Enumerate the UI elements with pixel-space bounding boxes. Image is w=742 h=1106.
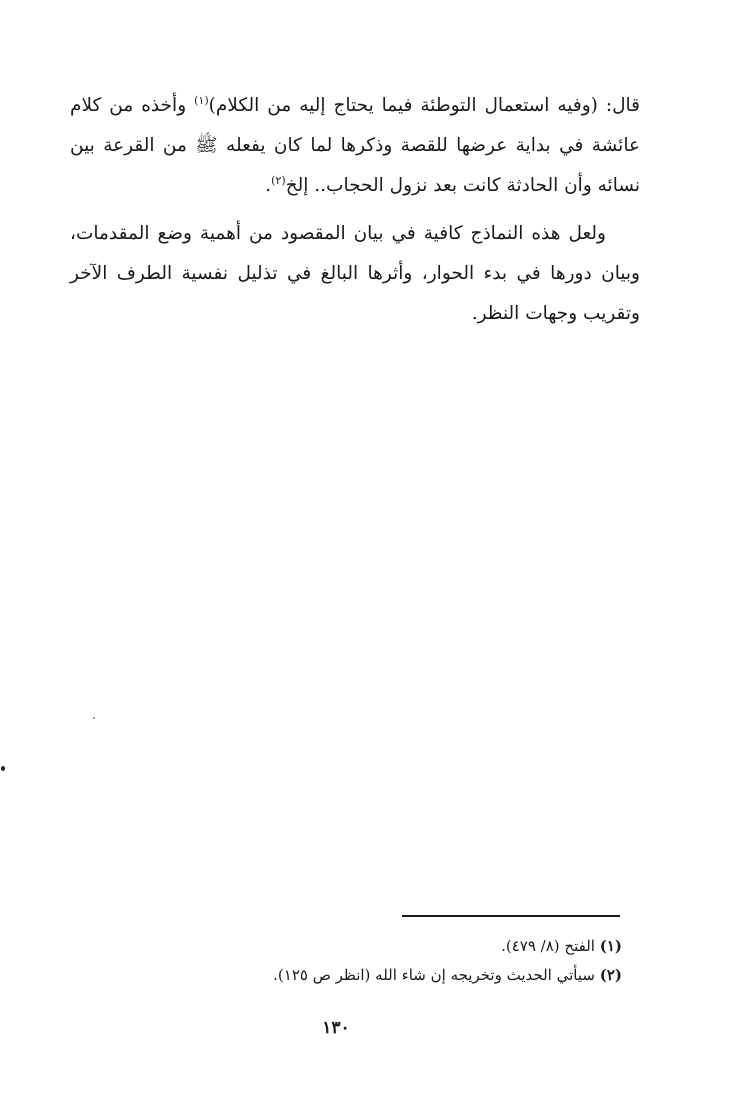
scan-speck: [93, 717, 95, 719]
footnote-1-number: (١): [599, 937, 622, 955]
paragraph-1-text-before: قال: (وفيه استعمال التوطئة فيما يحتاج إليه من الكلام): [208, 95, 640, 116]
paragraph-1-text-middle: وأخذه من كلام عائشة في بداية عرضها للقصة وذكرها لما كان يفعله ﷺ من القرعة بين نسائه وأن الحادثة كانت بعد نزول الحجاب.. إلخ: [70, 95, 640, 196]
paragraph-1-text-after: .: [265, 175, 272, 196]
footnote-2-text: سيأتي الحديث وتخريجه إن شاء الله (انظر ص ١٢٥).: [273, 966, 595, 984]
scan-speck: [1, 766, 5, 771]
footnote-2-number: (٢): [599, 966, 622, 984]
paragraph-quote: [70, 86, 640, 206]
footnote-ref-2: (٢): [271, 173, 286, 187]
paragraph-conclusion: ولعل هذه النماذج كافية في بيان المقصود من أهمية وضع المقدمات، وبيان دورها في بدء الحوار، وأثرها البالغ في تذليل نفسية الطرف الآخر وتقريب وجهات النظر.: [70, 223, 640, 324]
footnotes-block: [100, 932, 622, 990]
page-number: ١٣٠: [322, 1018, 350, 1038]
footnote-1-text: الفتح (٨/ ٤٧٩).: [501, 937, 595, 955]
footnote-ref-1: (١): [194, 93, 209, 107]
footnote-1: [100, 932, 622, 961]
main-text-block: [70, 86, 640, 342]
footnote-2: [100, 961, 622, 990]
footnote-divider: [402, 915, 620, 917]
